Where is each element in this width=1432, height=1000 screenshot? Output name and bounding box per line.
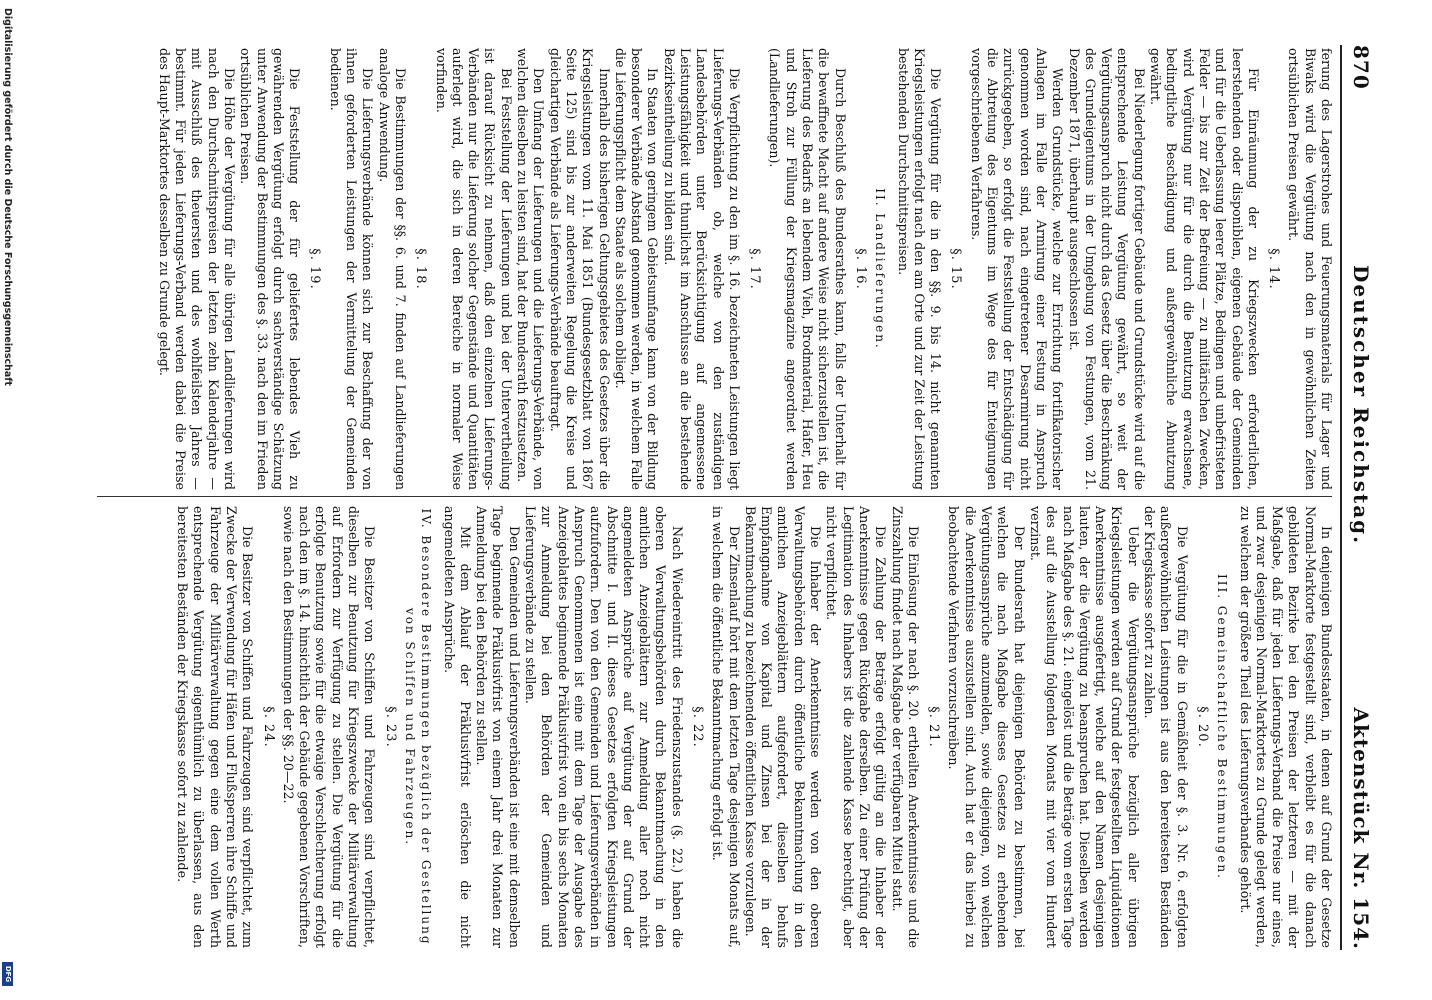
paragraph: Den Gemeinden und Lieferungsverbänden ist eine mit demselben Tage beginnende Präklusivfrist von einem Jahr drei Monaten zur Anmeldung bei den Behörden zu stellen. [474,506,522,948]
paragraph: Die Vergütung für die in den §§. 9. bis 14. nicht genannten Kriegsleistungen erfolgt nach den am Orte und zur Zeit der Leistung bestehenden Durchschnittspreisen. [895,48,944,490]
section-heading: §. 15. [948,248,964,290]
section-heading: §. 22. [690,706,706,748]
section-heading: §. 19. [307,248,323,290]
dfg-logo: DFG [2,962,13,986]
paragraph: Die Bestimmungen der §§. 6. und 7. finden auf Landlieferungen analoge Anwendung. [376,48,408,490]
right-column [174,506,1334,948]
paragraph: In Staaten von geringem Gebietsumfange kann von der Bildung besonderer Verbände Abstand genommen werden, in welchem Falle die Lieferungspflicht dem Staate als solchem obliegt. [612,48,661,490]
section-heading: §. 16. [852,248,868,290]
column-divider [97,496,1332,497]
paragraph: Die Vergütung für die in Gemäßheit der §. 3. Nr. 6. erfolgten außergewöhnlichen Leistungen ist aus den bereitesten Beständen der Kriegskasse sofort zu zahlen. [1142,506,1190,948]
section-heading: §. 20. [1194,706,1210,748]
section-heading: §. 14. [1266,248,1282,290]
paragraph: Bei Niederlegung fortiger Gebäude und Grundstücke wird auf die entsprechende Leistung Vergütung gewährt, so weit der Vergütungsanspruch nicht durch das Gesetz über die Beschränkung des Grundeigentums in der Umgebung von Festungen, vom 21. Dezember 1871, überhaupt ausgeschlossen ist. [1066,48,1147,490]
header-rule [1340,45,1342,950]
page-header [1347,45,1375,950]
section-heading: §. 18. [413,248,429,290]
paragraph: Der Zinsenlauf hört mit dem letzten Tage desjenigen Monats auf, in welchem die öffentliche Bekanntmachung erfolgt ist. [710,506,742,948]
paragraph: Mit dem Ablauf der Präklusivfrist erlöschen die nicht angemeldeten Ansprüche. [441,506,473,948]
page-number: 870 [1349,45,1373,90]
paragraph: Ueber die Vergütungsansprüche bezüglich aller übrigen Kriegsleistungen werden auf Grund der festgestellten Liquidationen Anerkenntnisse ausgefertigt, welche auf den Namen desjenigen lauten, der die Vergütung zu beanspruchen hat. Dieselben werden nach Maßgabe des §. 21. eingelöst und die Beträge vom ersten Tage des auf die Ausstellung folgenden Monats mit vier vom Hundert verzinst. [1027,506,1141,948]
chapter-heading: II. Landlieferungen. [873,188,888,350]
paragraph: Die Feststellung der für geliefertes lebendes Vieh zu gewährenden Vergütung erfolgt durch sachverständige Schätzung unter Anwendung der Bestimmungen des §. 33. nach den im Frieden ortsüblichen Preisen. [238,48,303,490]
paragraph: Für Einräumung der zu Kriegszwecken erforderlichen, leerstehenden oder disponiblen, eigenen Gebäude der Gemeinden und für die Ueberlassung leerer Plätze, Bedingen und unbefristeten Felder — bis zur Zeit der Befreiung — zu militärischen Zwecken, wird Vergütung nur für die durch die Benutzung erwachsene, bedingtliche Beschädigung und außergewöhnliche Abnutzung gewährt. [1148,48,1261,490]
paragraph: Nach Wiedereintritt des Friedenszustandes (§. 22.) haben die oberen Verwaltungsbehörden durch Bekanntmachung in den amtlichen Anzeigeblättern zur Anmeldung aller noch nicht angemeldeten Ansprüche auf Vergütung der auf Grund der Abschnitte I. und II. dieses Gesetzes erfolgten Kriegsleistungen aufzufordern. Den von den Gemeinden und Lieferungsverbänden in Anspruch Genommenen ist eine mit dem Tage der Ausgabe des Anzeigeblattes beginnende Präklusivfrist von ein bis sechs Monaten zur Anmeldung bei den Behörden der Gemeinden und Lieferungsverbände zu stellen. [523,506,685,948]
paragraph: ferung des Lagerstrohes und Feuerungsmaterials für Lager und Biwaks wird die Vergütung nach den in gewöhnlichen Zeiten ortsüblichen Preisen gewährt. [1286,48,1334,490]
paragraph: Werden Grundstücke, welche zur Errichtung fortifikatorischer Anlagen im Falle der Armirung einer Festung in Anspruch genommen worden sind, nach eingetretener Desarmirung nicht zurückgegeben, so erfolgt die Feststellung der Entschädigung für die Abtretung des Eigentums im Wege des für Enteignungen vorgeschriebenen Verfahrens. [968,48,1066,490]
chapter-heading: III. Gemeinschaftliche Bestimmungen. [1215,574,1230,880]
paragraph: Die Verpflichtung zu den im §. 16. bezeichneten Leistungen liegt Lieferungs-Verbänden ob, welche von den zuständigen Landesbehörden unter Berücksichtigung auf angemessene Leistungsfähigkeit und thunlichst im Anschlusse an die bestehende Bezirkseintheilung zu bilden sind. [661,48,742,490]
paragraph: Die Höhe der Vergütung für alle übrigen Landlieferungen wird nach den Durchschnittspreisen der letzten zehn Kalenderjahre — mit Ausschluß des theuersten und des wohlfeilsten Jahres — bestimmt. Für jeden Lieferungs-Verband werden dabei die Preise des Haupt-Marktortes desselben zu Grunde gelegt. [156,48,237,490]
section-heading: §. 24. [260,706,276,748]
paragraph: Der Bundesrath hat diejenigen Behörden zu bestimmen, bei welchen die nach Maßgabe dieses Gesetzes zu erhebenden Vergütungsansprüche anzumelden, sowie diejenigen, von welchen die Anerkenntnisse auszustellen sind. Auch hat er das hierbei zu beobachtende Verfahren vorzuschreiben. [946,506,1027,948]
digitization-footer [0,0,14,1000]
paragraph: Die Lieferungsverbände können sich zur Beschaffung der von ihnen geforderten Leistungen der Vermittelung der Gemeinden bedienen. [327,48,376,490]
footer-text: Digitalisierung gefördert durch die Deutsche Forschungsgemeinschaft [2,8,13,386]
paragraph: Durch Beschluß des Bundesrathes kann, falls der Unterhalt für die bewaffnete Macht auf andere Weise nicht sicherzustellen ist, die Lieferung des Bedarfs an lebendem Vieh, Brodmaterial, Hafer, Heu und Stroh zur Füllung der Kriegsmagazine angeordnet werden (Landlieferungen). [767,48,848,490]
section-heading: §. 17. [747,248,763,290]
paragraph: Die Besitzer von Schiffen und Fahrzeugen sind verpflichtet, zum Zwecke der Verwendung für Häfen und Flußsperren ihre Schiffe und Fahrzeuge der Militärverwaltung gegen eine dem vollen Werth entsprechende Vergütung eigenthümlich zu überlassen, aus den bereitesten Beständen der Kriegskasse sofort zu zahlende. [175,506,256,948]
paragraph: Die Inhaber der Anerkenntnisse werden von den oberen Verwaltungsbehörden durch öffentliche Bekanntmachung in den amtlichen Anzeigeblättern aufgefordert, dieselben behufs Empfangnahme von Kapital und Zinsen bei der in der Bekanntmachung zu bezeichnenden öffentlichen Kasse vorzulegen. [742,506,824,948]
paragraph: Die Besitzer von Schiffen und Fahrzeugen sind verpflichtet, dieselben zur Benutzung für Kriegszwecke der Militärverwaltung auf Erfordern zur Verfügung zu stellen. Die Vergütung für die erfolgte Benutzung sowie für die etwaige Verschlechterung erfolgt nach den im §. 14. hinsichtlich der Gebäude gegebenen Vorschriften, sowie nach den Bestimmungen der §§. 20—22. [280,506,378,948]
page-title: Deutscher Reichstag. [1349,265,1373,546]
paragraph: Die Einlösung der nach §. 20. ertheilten Anerkenntnisse und die Zinszahlung findet nach Maßgabe der verfügbaren Mittel statt. [889,506,921,948]
chapter-heading: IV. Besondere Bestimmungen bezüglich der Gestellung von Schiffen und Fahrzeugen. [402,508,434,946]
section-heading: §. 21. [926,706,942,748]
paragraph: Innerhalb des bisherigen Geltungsgebietes des Gesetzes über die Kriegsleistungen vom 11. Mai 1851 (Bundesgesetzblatt von 1867 Seite 125) sind bis zur anderweiten Regelung die Kreise und gleichartigen Verbände als Lieferungs-Verbände beauftragt. [547,48,612,490]
document-number: Aktenstück Nr. 154. [1349,707,1373,950]
paragraph: Bei Feststellung der Lieferungen und bei der Untervertheilung ist darauf Rücksicht zu nehmen, daß den einzelnen Lieferungs-Verbänden nur die Lieferung solcher Gegenstände und Quantitäten auferlegt wird, die sich in deren Bereiche in normaler Weise vorfinden. [433,48,514,490]
paragraph: Die Zahlung der Beträge erfolgt gültig an die Inhaber der Anerkenntnisse gegen Rückgabe derselben. Zu einer Prüfung der Legitimation des Inhabers ist die zahlende Kasse berechtigt, aber nicht verpflichtet. [824,506,889,948]
section-heading: §. 23. [382,706,398,748]
left-column [156,48,1334,490]
paragraph: Den Umfang der Lieferungen und die Lieferungs-Verbände, von welchen dieselben zu leisten sind, hat der Bundesrath festzusetzen. [515,48,547,490]
paragraph: In denjenigen Bundesstaaten, in denen auf Grund der Gesetze Normal-Marktorte festgestellt sind, verbleibt es für die danach gebildeten Bezirke bei den Preisen der letzteren — mit der Maßgabe, daß für jeden Lieferungs-Verband die Preise nur eines, und zwar desjenigen Normal-Marktortes zu Grunde gelegt werden, zu welchem der größere Theil des Lieferungsverbandes gehört. [1237,506,1334,948]
